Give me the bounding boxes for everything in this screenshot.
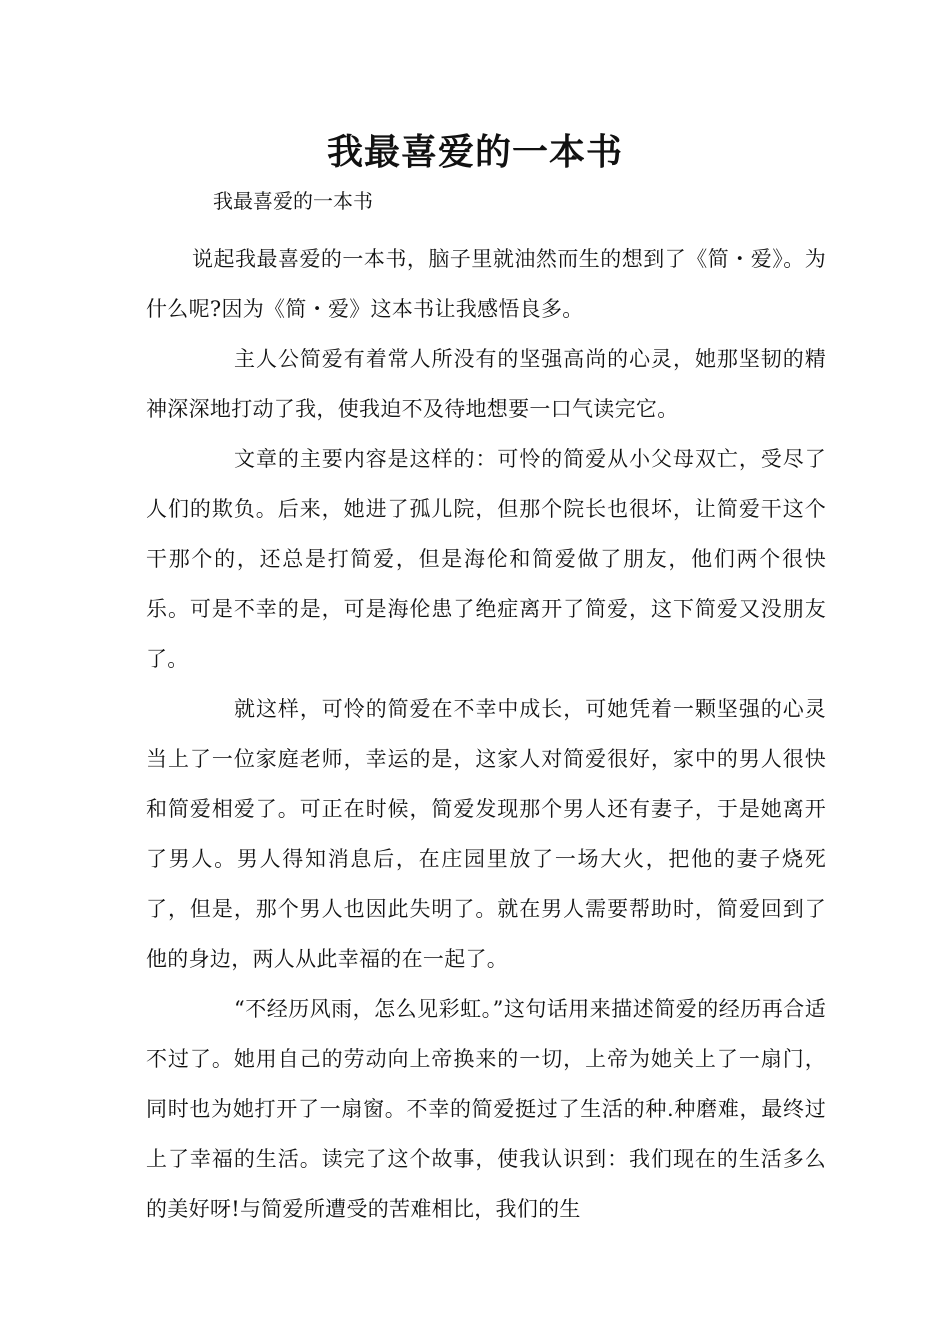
paragraph-growth: 就这样，可怜的简爱在不幸中成长，可她凭着一颗坚强的心灵当上了一位家庭老师，幸运的是，这家人对简爱很好，家中的男人很快和简爱相爱了。可正在时候，简爱发现那个男人还有妻子，于是她离开了男人。男人得知消息后，在庄园里放了一场大火，把他的妻子烧死了，但是，那个男人也因此失明了。就在男人需要帮助时，简爱回到了他的身边，两人从此幸福的在一起了。 [146, 697, 826, 971]
paragraph-reflection: “不经历风雨，怎么见彩虹。”这句话用来描述简爱的经历再合适不过了。她用自己的劳动向上帝换来的一切，上帝为她关上了一扇门，同时也为她打开了一扇窗。不幸的简爱挺过了生活的种.种磨难，最终过上了幸福的生活。读完了这个故事，使我认识到：我们现在的生活多么的美好呀!与简爱所遭受的苦难相比，我们的生 [146, 997, 826, 1221]
paragraph-summary: 文章的主要内容是这样的：可怜的简爱从小父母双亡，受尽了人们的欺负。后来，她进了孤儿院，但那个院长也很坏，让简爱干这个干那个的，还总是打简爱，但是海伦和简爱做了朋友，他们两个很快乐。可是不幸的是，可是海伦患了绝症离开了简爱，这下简爱又没朋友了。 [146, 447, 826, 671]
document-title: 我最喜爱的一本书 [326, 132, 623, 173]
document-body [146, 234, 826, 1234]
document-subtitle: 我最喜爱的一本书 [213, 189, 373, 213]
paragraph-protagonist: 主人公简爱有着常人所没有的坚强高尚的心灵，她那坚韧的精神深深地打动了我，使我迫不及待地想要一口气读完它。 [146, 347, 826, 421]
paragraph-intro: 说起我最喜爱的一本书，脑子里就油然而生的想到了《简・爱》。为什么呢?因为《简・爱》这本书让我感悟良多。 [146, 247, 826, 321]
